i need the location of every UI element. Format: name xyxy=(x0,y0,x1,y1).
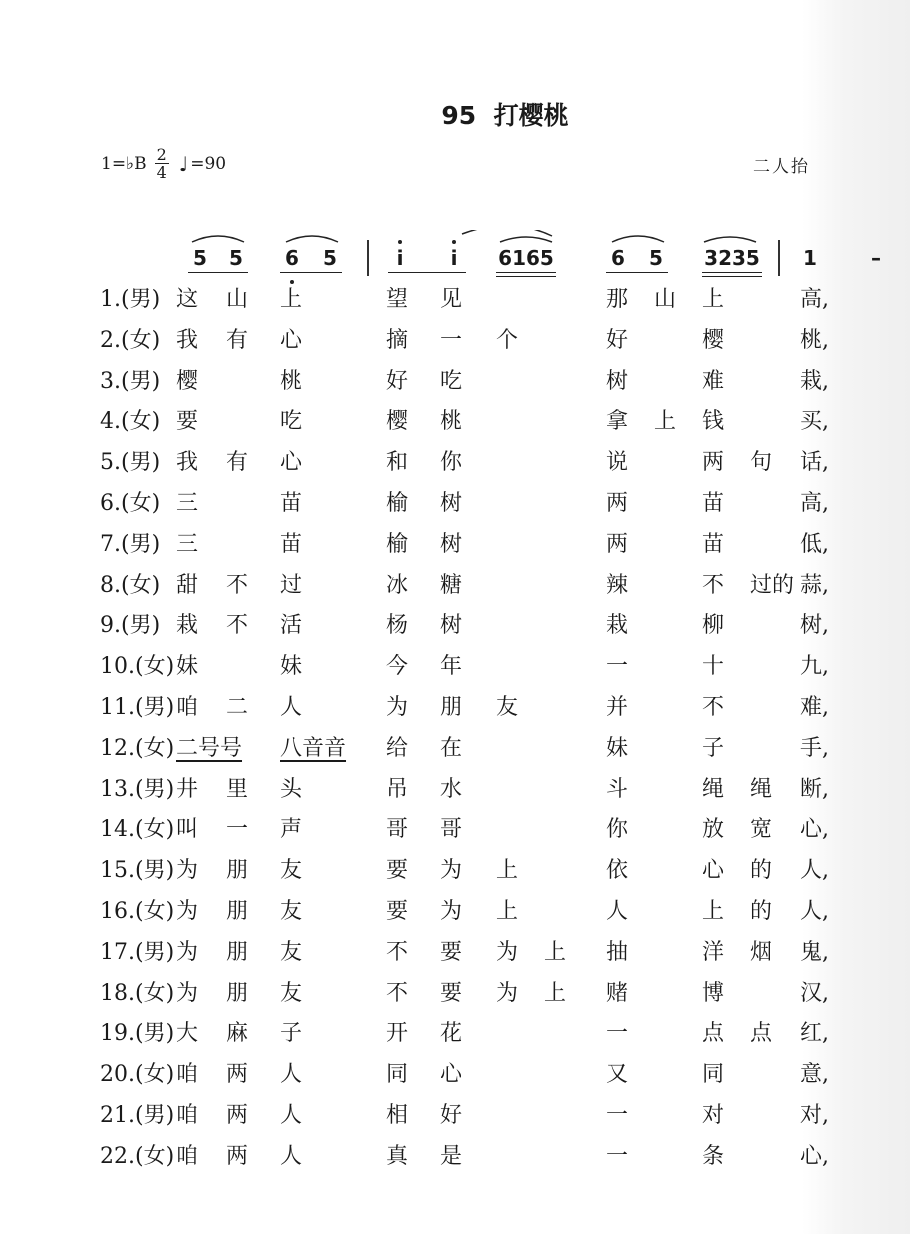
verse-label: 9.(男) xyxy=(100,613,161,639)
lyric-word: 一 xyxy=(606,654,629,680)
lyric-word: 低, xyxy=(800,531,829,557)
lyric-word: 一 xyxy=(606,1021,629,1047)
beam-line xyxy=(702,276,762,277)
lyric-word: 为 xyxy=(176,858,199,884)
lyric-word: 不 xyxy=(386,980,409,1006)
lyric-word: 洋 xyxy=(702,939,725,965)
lyric-word: 点 xyxy=(702,1021,725,1047)
lyric-word: 为 xyxy=(440,858,463,884)
lyric-word: 不 xyxy=(226,613,249,639)
lyric-word: 为 xyxy=(176,939,199,965)
beam-line xyxy=(388,272,466,273)
lyric-word: 说 xyxy=(606,450,629,476)
verse-label: 16.(女) xyxy=(100,899,175,924)
lyric-word: 水 xyxy=(440,776,463,802)
lyric-word: 不 xyxy=(386,939,409,965)
lyric-word: 有 xyxy=(226,450,249,476)
lyric-word: 友 xyxy=(280,858,303,884)
lyric-word: 榆 xyxy=(386,491,409,516)
lyric-word: 上 xyxy=(544,980,567,1006)
collector: 二人抬 xyxy=(753,157,810,177)
lyric-word: 绳 xyxy=(750,776,773,802)
lyric-word: 樱 xyxy=(386,409,409,435)
lyric-word: 的 xyxy=(750,858,773,884)
verse-label: 17.(男) xyxy=(100,939,175,965)
note-group: 6165 xyxy=(498,246,554,270)
lyric-word: 为 xyxy=(176,899,199,924)
lyric-word: 两 xyxy=(226,1103,249,1128)
lyric-word: 妹 xyxy=(280,654,303,680)
lyric-word: 绳 xyxy=(702,776,725,802)
slur-mark xyxy=(704,237,756,242)
lyric-word: 树 xyxy=(440,531,463,557)
verse-label: 8.(女) xyxy=(100,572,161,598)
lyric-word: 上 xyxy=(654,409,677,435)
lyric-word: 麻 xyxy=(226,1021,249,1047)
lyric-word: 句 xyxy=(750,450,773,476)
lyric-word: 咱 xyxy=(176,1062,199,1088)
lyric-word: 桃 xyxy=(440,409,463,435)
verse-label: 6.(女) xyxy=(100,491,161,516)
lyric-word: 是 xyxy=(440,1143,463,1169)
lyric-word: 话, xyxy=(800,450,829,476)
lyric-word: 对, xyxy=(800,1103,829,1128)
lyric-word: 的 xyxy=(750,899,773,924)
notation-line xyxy=(0,230,910,290)
lyric-word: 上 xyxy=(702,287,725,312)
lyric-word: 断, xyxy=(800,776,829,802)
lyric-word: 人 xyxy=(606,899,629,924)
lyric-word: 年 xyxy=(440,654,463,680)
lyric-word: 放 xyxy=(702,817,725,843)
bar-line xyxy=(778,240,780,276)
lyric-word: 树, xyxy=(800,613,829,639)
lyric-word: 要 xyxy=(440,939,463,965)
verse-label: 2.(女) xyxy=(100,327,161,353)
lyric-word: 又 xyxy=(606,1062,629,1088)
lyric-word: 钱 xyxy=(702,409,725,435)
lyric-word: 那 xyxy=(606,287,629,312)
lyric-word: 好 xyxy=(386,368,409,394)
beam-line xyxy=(496,276,556,277)
lyric-word: 朋 xyxy=(226,899,249,924)
octave-dot xyxy=(398,240,402,244)
lyric-word: 人, xyxy=(800,899,829,924)
lyric-word: 见 xyxy=(440,287,463,312)
note: 5 xyxy=(193,246,207,270)
lyric-word: 三 xyxy=(176,531,199,557)
note-group: 3235 xyxy=(704,246,760,270)
lyric-word: 好 xyxy=(606,327,629,353)
slur-mark xyxy=(286,236,338,242)
note: 1 xyxy=(803,246,817,270)
lyric-word: 开 xyxy=(386,1021,409,1047)
lyric-word: 条 xyxy=(702,1143,725,1169)
lyric-word: 斗 xyxy=(606,776,629,802)
verse-label: 20.(女) xyxy=(100,1062,175,1088)
lyric-word: 人 xyxy=(280,1103,303,1128)
beam-line xyxy=(280,272,342,273)
lyric-word: 你 xyxy=(440,450,463,476)
lyric-word: 我 xyxy=(176,327,199,353)
lyric-word: 咱 xyxy=(176,1143,199,1169)
lyric-word: 两 xyxy=(226,1062,249,1088)
lyric-word: 为 xyxy=(386,695,409,720)
lyric-word: 为 xyxy=(440,899,463,924)
lyric-word: 妹 xyxy=(176,654,199,680)
note: 6 xyxy=(611,246,625,270)
lyric-word: 苗 xyxy=(280,491,303,516)
lyric-word: 咱 xyxy=(176,1103,199,1128)
lyric-word: 二号号 xyxy=(176,735,243,761)
lyric-word: 依 xyxy=(606,858,629,884)
lyric-word: 你 xyxy=(606,817,629,843)
verse-label: 18.(女) xyxy=(100,980,175,1006)
time-signature: $\frac{2}{4}$ xyxy=(156,145,167,182)
lyric-word: 和 xyxy=(386,450,409,476)
lyric-word: 我 xyxy=(176,450,199,476)
lyric-word: 两 xyxy=(606,491,629,516)
lyric-word: 为 xyxy=(496,939,519,965)
lyric-word: 上 xyxy=(280,287,303,312)
lyric-word: 友 xyxy=(496,695,519,720)
lyric-word: 人 xyxy=(280,1143,303,1169)
lyric-word: 咱 xyxy=(176,695,199,720)
tempo-value: =90 xyxy=(190,153,227,174)
verse-label: 3.(男) xyxy=(100,368,161,394)
lyric-word: 心 xyxy=(702,858,725,884)
lyric-word: 心 xyxy=(280,327,303,353)
verse-label: 12.(女) xyxy=(100,735,175,761)
lyric-word: 两 xyxy=(226,1143,249,1169)
lyric-word: 赌 xyxy=(606,980,629,1006)
lyric-word: 上 xyxy=(544,939,567,965)
lyric-word: 吃 xyxy=(280,409,303,435)
lyric-word: 头 xyxy=(280,776,303,802)
lyric-word: 过的 xyxy=(750,572,795,598)
verse-label: 13.(男) xyxy=(100,776,175,802)
lyric-word: 吊 xyxy=(386,776,409,802)
lyric-word: 十 xyxy=(702,654,725,680)
verse-label: 21.(男) xyxy=(100,1103,175,1128)
lyric-word: 二 xyxy=(226,695,249,720)
note: 5 xyxy=(323,246,337,270)
lyric-word: 高, xyxy=(800,287,829,312)
verse-label: 15.(男) xyxy=(100,858,175,884)
note: 5 xyxy=(229,246,243,270)
lyric-word: 井 xyxy=(176,776,199,802)
verse-label: 14.(女) xyxy=(100,817,175,843)
lyric-word: 哥 xyxy=(440,817,463,843)
lyric-word: 买, xyxy=(800,409,829,435)
verse-label: 7.(男) xyxy=(100,531,161,557)
lyric-word: 对 xyxy=(702,1103,725,1128)
lyric-word: 朋 xyxy=(226,980,249,1006)
lyric-word: 不 xyxy=(702,572,725,598)
lyric-word: 辣 xyxy=(606,572,629,598)
verse-label: 5.(男) xyxy=(100,450,161,476)
lyric-word: 今 xyxy=(386,654,409,680)
octave-dot xyxy=(452,240,456,244)
lyric-word: 心 xyxy=(280,450,303,476)
beam-line xyxy=(606,272,668,273)
verse-label: 19.(男) xyxy=(100,1021,175,1047)
lyric-word: 抽 xyxy=(606,939,629,965)
lyric-word: 心 xyxy=(440,1062,463,1088)
slur-mark xyxy=(192,236,244,242)
lyric-word: 这 xyxy=(176,287,199,312)
lyric-word: 手, xyxy=(800,735,829,761)
lyric-word: 活 xyxy=(280,613,303,639)
beam-line xyxy=(702,272,762,273)
lyric-word: 烟 xyxy=(750,939,773,965)
beam-line xyxy=(188,272,248,273)
lyric-word: 友 xyxy=(280,980,303,1006)
lyric-word: 苗 xyxy=(280,531,303,557)
lyric-word: 为 xyxy=(176,980,199,1006)
lyric-word: 要 xyxy=(386,899,409,924)
lyric-word: 栽 xyxy=(606,613,629,639)
lyric-word: 拿 xyxy=(606,409,629,435)
lyric-word: 树 xyxy=(440,613,463,639)
quarter-note-icon: ♩ xyxy=(178,151,189,176)
lyric-word: 上 xyxy=(496,899,519,924)
lyric-word: 子 xyxy=(702,735,725,761)
lyric-word: 有 xyxy=(226,327,249,353)
lyric-word: 上 xyxy=(702,899,725,924)
lyric-word: 要 xyxy=(386,858,409,884)
lyric-word: 桃 xyxy=(280,368,303,394)
lyric-word: 一 xyxy=(440,327,463,353)
note: i xyxy=(396,246,404,270)
lyric-word: 糖 xyxy=(440,572,463,598)
lyric-word: 苗 xyxy=(702,491,725,516)
lyric-word: 山 xyxy=(654,287,677,312)
key-signature: 1=♭B xyxy=(101,153,147,174)
lyric-word: 蒜, xyxy=(800,572,829,598)
note-dash: – xyxy=(871,246,881,270)
lyric-word: 不 xyxy=(702,695,725,720)
lyric-word: 苗 xyxy=(702,531,725,557)
lyric-word: 心, xyxy=(800,817,829,843)
lyric-word: 心, xyxy=(800,1143,829,1169)
lyric-word: 八音音 xyxy=(280,735,347,761)
lyric-word: 高, xyxy=(800,491,829,516)
lyric-word: 子 xyxy=(280,1021,303,1047)
lyric-word: 宽 xyxy=(750,817,773,843)
lyric-word: 桃, xyxy=(800,327,829,353)
slur-mark xyxy=(462,230,552,236)
lyric-word: 意, xyxy=(800,1062,829,1088)
verse-label: 11.(男) xyxy=(100,695,175,720)
lyric-word: 榆 xyxy=(386,531,409,557)
lyric-word: 九, xyxy=(800,654,829,680)
lyric-word: 三 xyxy=(176,491,199,516)
lyric-word: 树 xyxy=(440,491,463,516)
lyric-word: 树 xyxy=(606,368,629,394)
lyric-word: 好 xyxy=(440,1103,463,1128)
lyric-word: 望 xyxy=(386,287,409,312)
lyric-word: 上 xyxy=(496,858,519,884)
lyric-word: 栽, xyxy=(800,368,829,394)
lyric-word: 同 xyxy=(386,1062,409,1088)
lyric-word: 朋 xyxy=(226,858,249,884)
lyric-word: 不 xyxy=(226,572,249,598)
lyric-word: 为 xyxy=(496,980,519,1006)
lyric-word: 两 xyxy=(702,450,725,476)
lyric-word: 一 xyxy=(606,1103,629,1128)
verse-label: 22.(女) xyxy=(100,1143,175,1169)
bar-line xyxy=(367,240,369,276)
lyric-word: 红, xyxy=(800,1021,829,1047)
note: i xyxy=(450,246,458,270)
lyric-word: 里 xyxy=(226,776,249,802)
lyric-word: 友 xyxy=(280,899,303,924)
lyric-word: 一 xyxy=(606,1143,629,1169)
lyric-word: 柳 xyxy=(702,613,725,639)
lyric-word: 给 xyxy=(386,735,409,761)
lyric-word: 冰 xyxy=(386,572,409,598)
lyric-word: 并 xyxy=(606,695,629,720)
lyric-word: 山 xyxy=(226,287,249,312)
lyric-word: 朋 xyxy=(226,939,249,965)
lyric-word: 朋 xyxy=(440,695,463,720)
lyric-word: 个 xyxy=(496,327,519,353)
song-name: 打樱桃 xyxy=(493,101,569,130)
lyric-word: 妹 xyxy=(606,735,629,761)
lyric-word: 大 xyxy=(176,1021,199,1047)
lyric-word: 叫 xyxy=(176,817,199,843)
lyric-word: 哥 xyxy=(386,817,409,843)
lyric-word: 人, xyxy=(800,858,829,884)
lyric-word: 要 xyxy=(176,409,199,435)
lyric-word: 真 xyxy=(386,1143,409,1169)
lyric-word: 栽 xyxy=(176,613,199,639)
lyric-word: 在 xyxy=(440,735,463,761)
slur-mark xyxy=(500,237,552,242)
lyric-word: 人 xyxy=(280,695,303,720)
lyric-word: 汉, xyxy=(800,980,829,1006)
lyric-word: 樱 xyxy=(702,327,725,353)
note: 6 xyxy=(285,246,299,270)
lyric-word: 两 xyxy=(606,531,629,557)
lyric-word: 鬼, xyxy=(800,939,829,965)
lyric-word: 难, xyxy=(800,695,829,720)
lyric-word: 同 xyxy=(702,1062,725,1088)
verse-label: 1.(男) xyxy=(100,287,161,312)
song-number: 95 xyxy=(441,101,477,130)
lyric-word: 要 xyxy=(440,980,463,1006)
note: 5 xyxy=(649,246,663,270)
lyric-word: 声 xyxy=(280,817,303,843)
lyric-word: 友 xyxy=(280,939,303,965)
lyric-word: 摘 xyxy=(386,327,409,353)
beam-line xyxy=(496,272,556,273)
lyric-word: 点 xyxy=(750,1021,773,1047)
lyric-word: 过 xyxy=(280,572,303,598)
lyric-word: 人 xyxy=(280,1062,303,1088)
lyric-word: 相 xyxy=(386,1103,409,1128)
lyric-word: 吃 xyxy=(440,368,463,394)
lyric-word: 杨 xyxy=(386,613,409,639)
verse-label: 10.(女) xyxy=(100,654,175,680)
lyric-word: 一 xyxy=(226,817,249,843)
lyric-word: 樱 xyxy=(176,368,199,394)
verse-label: 4.(女) xyxy=(100,409,161,435)
lyric-word: 甜 xyxy=(176,572,199,598)
lyric-word: 难 xyxy=(702,368,725,394)
key-tempo xyxy=(101,146,226,181)
song-title xyxy=(0,96,910,132)
lyric-word: 花 xyxy=(440,1021,463,1047)
lyric-word: 博 xyxy=(702,980,725,1006)
slur-mark xyxy=(612,236,664,242)
